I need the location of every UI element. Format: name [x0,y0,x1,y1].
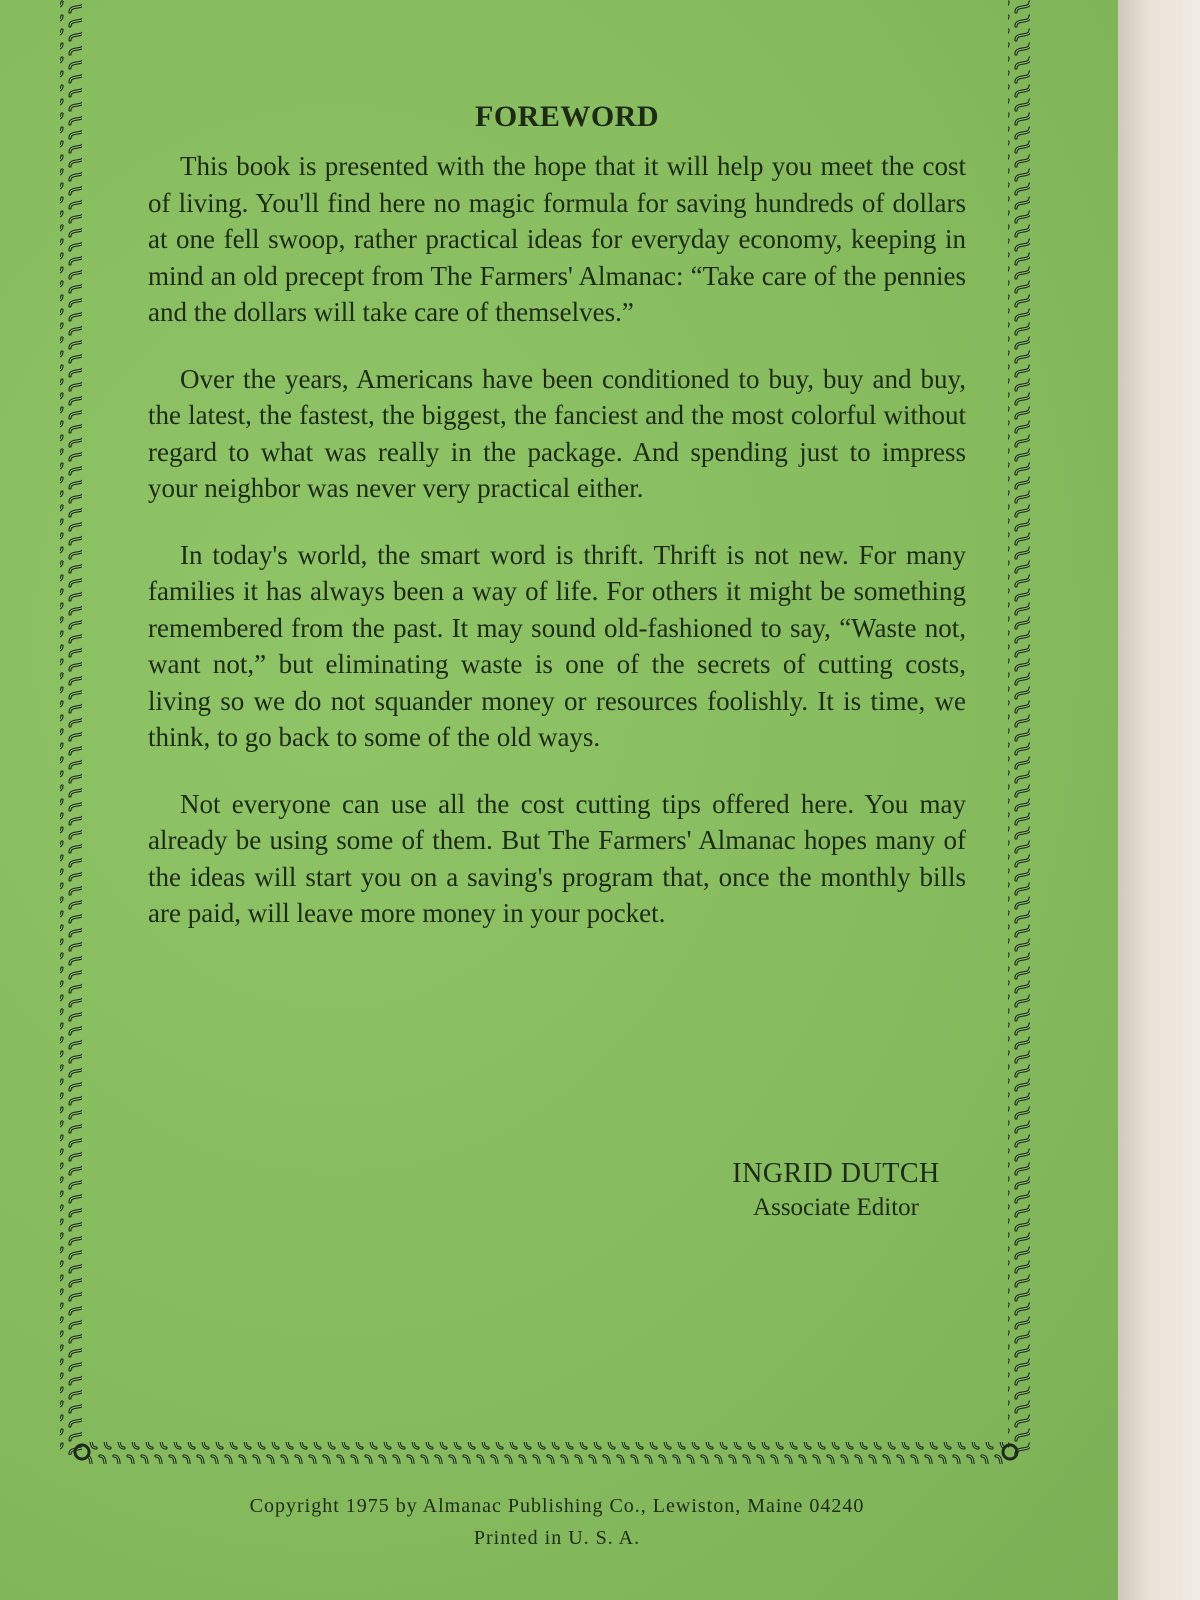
paragraph-4: Not everyone can use all the cost cutting tips offered here. You may already be using some of them. But The Farmers' Almanac hopes many of the ideas will start you on a saving's program that, once the monthly bills are paid, will leave more money in your pocket. [148,788,966,928]
paragraph-3: In today's world, the smart word is thrift. Thrift is not new. For many families it has always been a way of life. For others it might be something remembered from the past. It may sound old-fashioned to say, “Waste not, want not,” but eliminating waste is one of the secrets of cutting costs, living so we do not squander money or resources foolishly. It is time, we think, to go back to some of the old ways. [148,539,966,752]
page-title: FOREWORD [475,100,659,133]
copyright-line: Copyright 1975 by Almanac Publishing Co., Lewiston, Maine 04240 [249,1495,865,1517]
signature-block [706,1158,966,1222]
foreword-content [148,100,966,1221]
paragraph-1: This book is presented with the hope that it will help you meet the cost of living. You'll find here no magic formula for saving hundreds of dollars at one fell swoop, rather practical ideas for everyday economy, keeping in mind an old precept from The Farmers' Almanac: “Take care of the pennies and the dollars will take care of themselves.” [148,151,966,327]
signature-name: INGRID DUTCH [732,1158,940,1189]
signature-role: Associate Editor [753,1194,919,1221]
copyright-footer [148,1490,966,1554]
printed-in-line: Printed in U. S. A. [473,1527,641,1549]
adjacent-page-edge [1118,0,1200,1600]
paragraph-2: Over the years, Americans have been conditioned to buy, buy and buy, the latest, the fastest, the biggest, the fanciest and the most colorful without regard to what was really in the package. And spending just to impress your neighbor was never very practical either. [148,363,966,503]
